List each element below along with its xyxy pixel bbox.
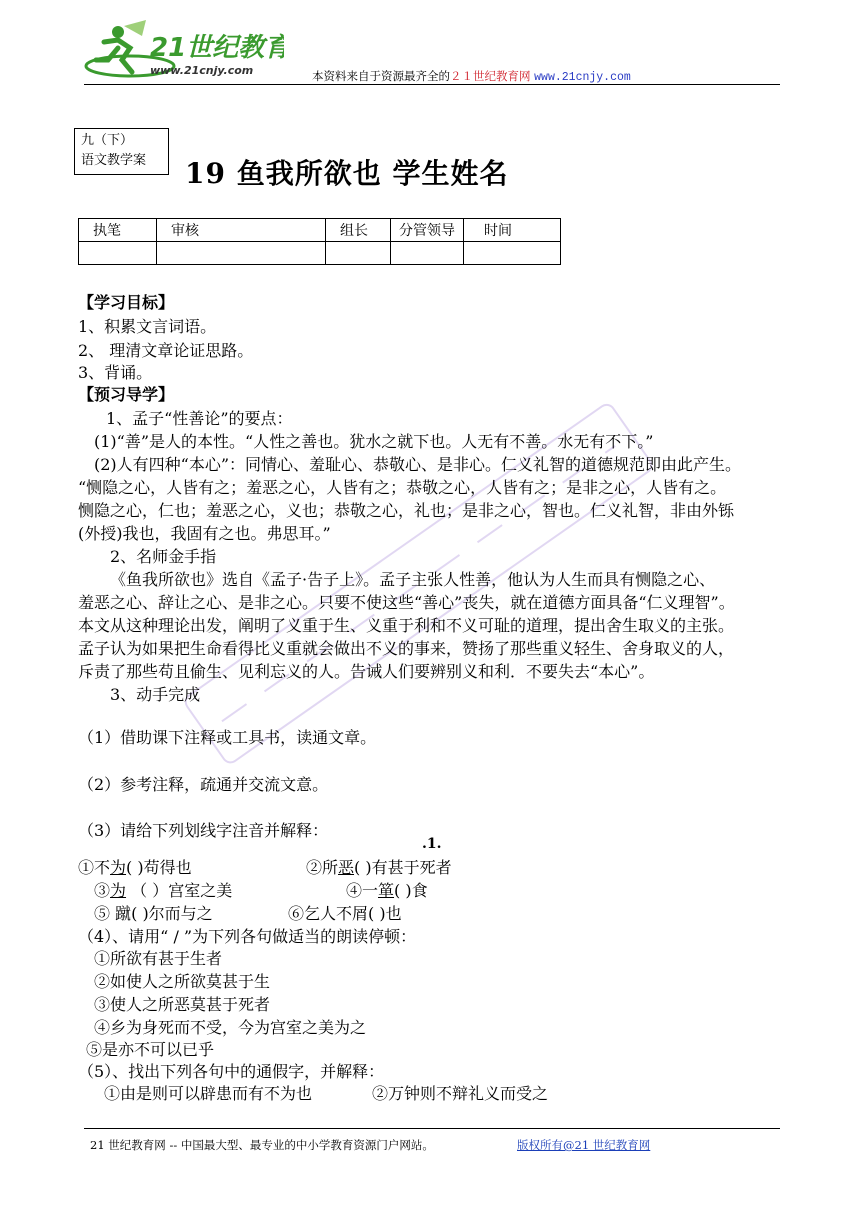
table-cell xyxy=(157,242,326,265)
paragraph-line: (1)“善”是人的本性。“人性之善也。犹水之就下也。人无有不善。水无有不下。” xyxy=(94,432,654,451)
paragraph-line: (2)人有四种“本心”：同情心、羞耻心、恭敬心、是非心。仁义礼智的道德规范即由此产生。 xyxy=(94,455,742,474)
task-line: （4）、请用“ / ”为下列各句做适当的朗读停顿： xyxy=(78,927,417,946)
list-item: ①由是则可以辟患而有不为也 xyxy=(104,1084,313,1103)
footer-rule xyxy=(84,1128,780,1129)
task-line: （1）借助课下注释或工具书，读通文章。 xyxy=(78,728,377,747)
table-cell: 执笔 xyxy=(79,219,157,242)
paragraph-line: 斥责了那些苟且偷生、见利忘义的人。告诫人们要辨别义和利．不要失去“本心”。 xyxy=(78,662,655,681)
list-item: ④乡为身死而不受，今为宫室之美为之 xyxy=(94,1018,367,1037)
section-title: 3、动手完成 xyxy=(110,685,201,704)
tagline-site: ２１世纪教育网 xyxy=(450,69,531,83)
paragraph-line: 本文从这种理论出发，阐明了义重于生、义重于利和不义可耻的道理，提出舍生取义的主张。 xyxy=(78,616,735,635)
paragraph-line: (外授)我也，我固有之也。弗思耳。” xyxy=(78,524,331,543)
tagline-prefix: 本资料来自于资源最齐全的 xyxy=(312,69,450,83)
table-row xyxy=(79,242,561,265)
tagline-url: www.21cnjy.com xyxy=(534,71,631,84)
paragraph-line: 《鱼我所欲也》选自《孟子·告子上》。孟子主张人性善，他认为人生而具有恻隐之心、 xyxy=(110,570,716,589)
paragraph-line: 恻隐之心，仁也；羞恶之心，义也；恭敬之心，礼也；是非之心，智也。仁义礼智，非由外铄 xyxy=(78,501,735,520)
goal-item: 3、背诵。 xyxy=(78,363,153,382)
header-rule xyxy=(84,84,780,85)
paragraph-line: “恻隐之心，人皆有之；羞恶之心，人皆有之；恭敬之心，人皆有之；是非之心，人皆有之。 xyxy=(78,478,727,497)
table-cell xyxy=(464,242,561,265)
table-cell: 审核 xyxy=(157,219,326,242)
runner-icon xyxy=(84,20,284,84)
section-title: 1、孟子“性善论”的要点： xyxy=(106,409,293,428)
table-cell xyxy=(79,242,157,265)
list-item: ③使人之所恶莫甚于死者 xyxy=(94,995,271,1014)
table-cell xyxy=(326,242,391,265)
paragraph-line: 羞恶之心、辞让之心、是非之心。只要不使这些“善心”丧失，就在道德方面具备“仁义理智”。 xyxy=(78,593,735,612)
goals-heading: 【学习目标】 xyxy=(78,293,175,312)
lesson-title: 19 鱼我所欲也 学生姓名 xyxy=(185,157,509,190)
paragraph-line: 孟子认为如果把生命看得比义重就会做出不义的事来，赞扬了那些重义轻生、舍身取义的人， xyxy=(78,639,735,658)
grade-line: 九（下） xyxy=(81,133,134,148)
site-logo xyxy=(84,20,284,84)
task3-item-4: ④一箪( )食 xyxy=(346,881,428,900)
task-line: （3）请给下列划线字注音并解释： xyxy=(78,821,329,840)
grade-box xyxy=(74,128,169,175)
info-table xyxy=(78,218,561,265)
preview-heading: 【预习导学】 xyxy=(78,385,175,404)
header-tagline xyxy=(312,68,631,84)
svg-text:www.21cnjy.com: www.21cnjy.com xyxy=(150,64,254,77)
table-row xyxy=(79,219,561,242)
table-cell: 组长 xyxy=(326,219,391,242)
list-item: ⑤是亦不可以已乎 xyxy=(86,1040,215,1059)
table-cell xyxy=(391,242,464,265)
list-item: ①所欲有甚于生者 xyxy=(94,949,223,968)
task3-item-5: ⑤ 蹴( )尔而与之 xyxy=(94,904,213,923)
task3-item-1: ①不为( )苟得也 xyxy=(78,858,192,877)
svg-text:21世纪教育: 21世纪教育 xyxy=(150,33,284,63)
task3-item-6: ⑥乞人不屑( )也 xyxy=(288,904,402,923)
goal-item: 2、 理清文章论证思路。 xyxy=(78,341,254,360)
table-cell: 分管领导 xyxy=(391,219,464,242)
copyright-link[interactable]: 版权所有@21 世纪教育网 xyxy=(517,1138,651,1152)
marker: .1. xyxy=(422,836,442,852)
list-item: ②如使人之所欲莫甚于生 xyxy=(94,972,271,991)
task-line: （2）参考注释，疏通并交流文意。 xyxy=(78,775,329,794)
table-cell: 时间 xyxy=(464,219,561,242)
section-title: 2、名师金手指 xyxy=(110,547,217,566)
footer-text: 21 世纪教育网 -- 中国最大型、最专业的中小学教育资源门户网站。 xyxy=(90,1138,434,1152)
goal-item: 1、积累文言词语。 xyxy=(78,317,217,336)
task-line: （5）、找出下列各句中的通假字，并解释： xyxy=(78,1062,385,1081)
list-item: ②万钟则不辩礼义而受之 xyxy=(372,1084,549,1103)
task3-item-3: ③为 （ ）宫室之美 xyxy=(94,881,233,900)
course-line: 语文教学案 xyxy=(81,153,147,168)
task3-item-2: ②所恶( )有甚于死者 xyxy=(306,858,452,877)
